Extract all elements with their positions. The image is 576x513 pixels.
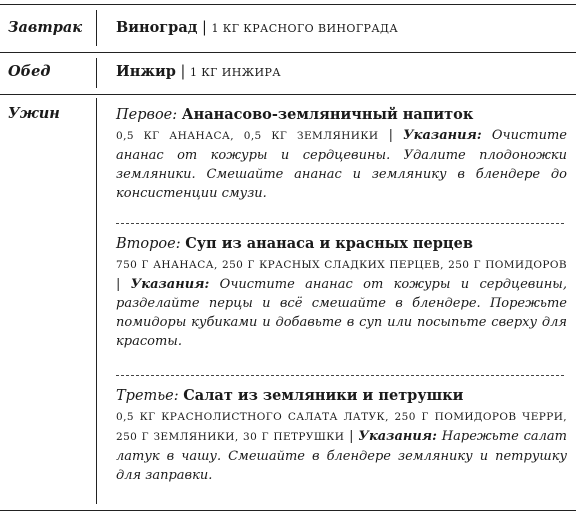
course-sep: | [378,128,404,143]
course-body [116,407,567,485]
course-instructions: Очистите ананас от кожуры и сердцевины. Удалите плодоножки земляники. Смешайте ананас и землянику в блендере до консистенции смузи. [116,128,567,201]
rule-bottom [0,510,576,511]
course-instructions: Очистите ананас от кожуры и сердцевины, разделайте перцы и всё смешайте в блендере. Порежьте помидоры кубиками и добавьте в суп или посыпьте сверху для красоты. [116,277,567,349]
course-instructions: Нарежьте салат латук в чашу. Смешайте в блендере землянику и петрушку для заправки. [116,429,567,483]
course-title: Суп из ананаса и красных перцев [185,235,473,252]
course-ordinal: Первое: [116,107,178,123]
meal-label-dinner: Ужин [8,105,60,122]
lunch-sep: | [175,64,190,80]
breakfast-sep: | [197,20,212,36]
lunch-entry [116,63,281,80]
breakfast-entry [116,19,398,36]
course-body [116,255,567,351]
course-heading [116,104,567,126]
course-title: Салат из земляники и петрушки [183,387,464,404]
course-sep: | [116,277,131,292]
course-heading [116,385,567,407]
instructions-label: Указания: [358,429,437,444]
col-divider-dinner [96,98,97,504]
course-heading [116,233,567,255]
course-ingredients: 0,5 КГ АНАНАСА, 0,5 КГ ЗЕМЛЯНИКИ [116,130,379,142]
course-sep: | [344,429,359,444]
course-ordinal: Второе: [116,236,181,252]
col-divider-breakfast [96,10,97,46]
col-divider-lunch [96,58,97,88]
instructions-label: Указания: [130,277,210,292]
course-divider-2 [116,375,564,376]
dinner-course-1 [116,104,567,203]
rule-after-breakfast [0,52,576,53]
meal-label-breakfast: Завтрак [8,19,83,36]
breakfast-dish: Виноград [116,19,198,36]
course-ordinal: Третье: [116,388,179,404]
meal-label-lunch: Обед [8,63,51,80]
course-divider-1 [116,223,564,224]
course-title: Ананасово-земляничный напиток [181,106,474,123]
rule-top [0,4,576,5]
breakfast-amount: 1 КГ КРАСНОГО ВИНОГРАДА [211,22,399,35]
course-ingredients: 750 Г АНАНАСА, 250 Г КРАСНЫХ СЛАДКИХ ПЕРЦЕВ, 250 Г ПОМИДОРОВ [116,259,567,271]
course-ingredients: 0,5 КГ КРАСНОЛИСТНОГО САЛАТА ЛАТУК, 250 Г ПОМИДОРОВ ЧЕРРИ, 250 Г ЗЕМЛЯНИКИ, 30 Г ПЕТРУШКИ [116,411,567,443]
course-body [116,126,567,203]
lunch-dish: Инжир [116,63,176,80]
dinner-course-3 [116,385,567,485]
lunch-amount: 1 КГ ИНЖИРА [189,66,282,79]
dinner-course-2 [116,233,567,351]
rule-after-lunch [0,94,576,95]
instructions-label: Указания: [403,128,482,143]
